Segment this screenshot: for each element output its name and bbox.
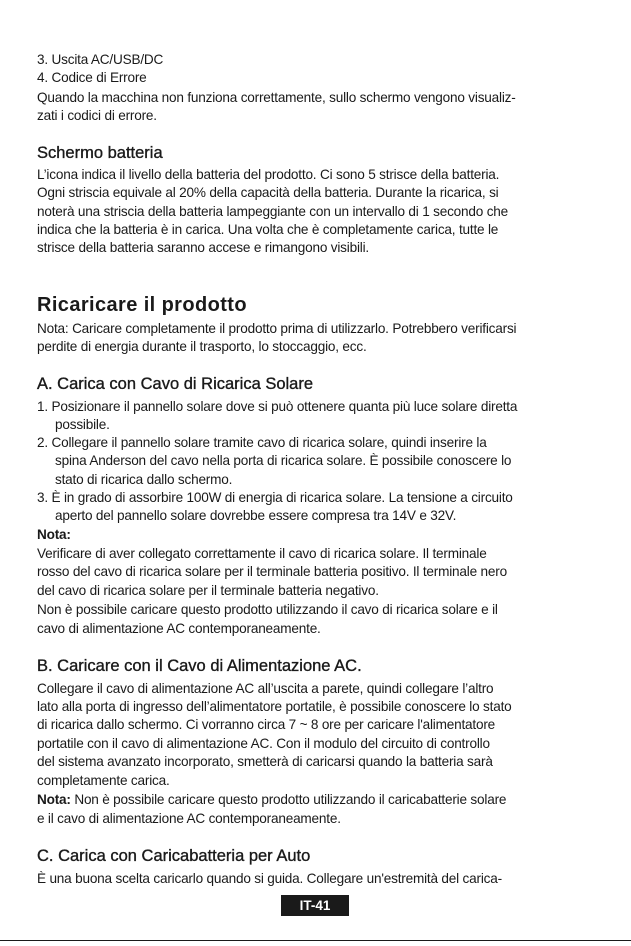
- list-item-cont: possibile.: [55, 417, 110, 432]
- heading-battery-screen: Schermo batteria: [37, 144, 163, 162]
- paragraph-line: del sistema avanzato incorporato, smetterà di caricarsi quando la batteria sarà: [37, 754, 493, 769]
- paragraph-line: del cavo di ricarica solare per il terminale batteria negativo.: [37, 583, 379, 598]
- list-item-cont: aperto del pannello solare dovrebbe essere compresa tra 14V e 32V.: [55, 508, 457, 523]
- nota-label: Nota:: [37, 792, 71, 807]
- paragraph-line: di ricarica dallo schermo. Ci vorranno circa 7 ~ 8 ore per caricare l'alimentatore: [37, 717, 496, 732]
- nota-line: [37, 791, 506, 809]
- list-item: 2. Collegare il pannello solare tramite cavo di ricarica solare, quindi inserire la: [37, 435, 487, 450]
- nota-label: Nota:: [37, 527, 71, 542]
- paragraph-line: noterà una striscia della batteria lampeggiante con un intervallo di 1 secondo che: [37, 204, 509, 219]
- paragraph-line: È una buona scelta caricarlo quando si guida. Collegare un'estremità del carica-: [37, 871, 502, 886]
- paragraph-line: perdite di energia durante il trasporto, lo stoccaggio, ecc.: [37, 339, 367, 354]
- nota-text: Non è possibile caricare questo prodotto utilizzando il caricabatterie solare: [70, 792, 507, 807]
- paragraph-line: indica che la batteria è in carica. Una volta che è completamente carica, tutte le: [37, 222, 499, 237]
- heading-section-b: B. Caricare con il Cavo di Alimentazione AC.: [37, 657, 362, 675]
- paragraph-line: Verificare di aver collegato correttamente il cavo di ricarica solare. Il terminale: [37, 546, 487, 561]
- list-item: 3. È in grado di assorbire 100W di energia di ricarica solare. La tensione a circuito: [37, 490, 513, 505]
- paragraph-line: Non è possibile caricare questo prodotto utilizzando il cavo di ricarica solare e il: [37, 602, 498, 617]
- list-item-ac-usb-dc: 3. Uscita AC/USB/DC: [37, 52, 164, 67]
- list-item-cont: stato di ricarica dallo schermo.: [55, 472, 233, 487]
- paragraph-line: Ogni striscia equivale al 20% della capacità della batteria. Durante la ricarica, si: [37, 185, 499, 200]
- paragraph-line: lato alla porta di ingresso dell’alimentatore portatile, è possibile conoscere lo stato: [37, 699, 512, 714]
- paragraph-line: portatile con il cavo di alimentazione AC. Con il modulo del circuito di controllo: [37, 736, 490, 751]
- bottom-divider: [0, 940, 631, 941]
- heading-recharge-product: Ricaricare il prodotto: [37, 294, 247, 316]
- paragraph-line: cavo di alimentazione AC contemporaneamente.: [37, 621, 321, 636]
- heading-section-a: A. Carica con Cavo di Ricarica Solare: [37, 375, 314, 393]
- paragraph-line: Collegare il cavo di alimentazione AC all’uscita a parete, quindi collegare l’altro: [37, 681, 494, 696]
- heading-section-c: C. Carica con Caricabatteria per Auto: [37, 847, 311, 865]
- list-item-error-code: 4. Codice di Errore: [37, 70, 147, 85]
- paragraph-line: zati i codici di errore.: [37, 108, 157, 123]
- paragraph-line: Nota: Caricare completamente il prodotto prima di utilizzarlo. Potrebbero verificarsi: [37, 321, 517, 336]
- page-number-badge: IT-41: [281, 895, 349, 916]
- paragraph-line: completamente carica.: [37, 773, 170, 788]
- list-item: 1. Posizionare il pannello solare dove si può ottenere quanta più luce solare diretta: [37, 399, 518, 414]
- paragraph-line: strisce della batteria saranno accese e rimangono visibili.: [37, 240, 369, 255]
- paragraph-line: Quando la macchina non funziona correttamente, sullo schermo vengono visualiz-: [37, 90, 516, 105]
- paragraph-line: rosso del cavo di ricarica solare per il terminale batteria positivo. Il terminale nero: [37, 564, 507, 579]
- list-item-cont: spina Anderson del cavo nella porta di ricarica solare. È possibile conoscere lo: [55, 453, 512, 468]
- paragraph-line: L’icona indica il livello della batteria del prodotto. Ci sono 5 strisce della batteria.: [37, 167, 500, 182]
- paragraph-line: e il cavo di alimentazione AC contemporaneamente.: [37, 811, 341, 826]
